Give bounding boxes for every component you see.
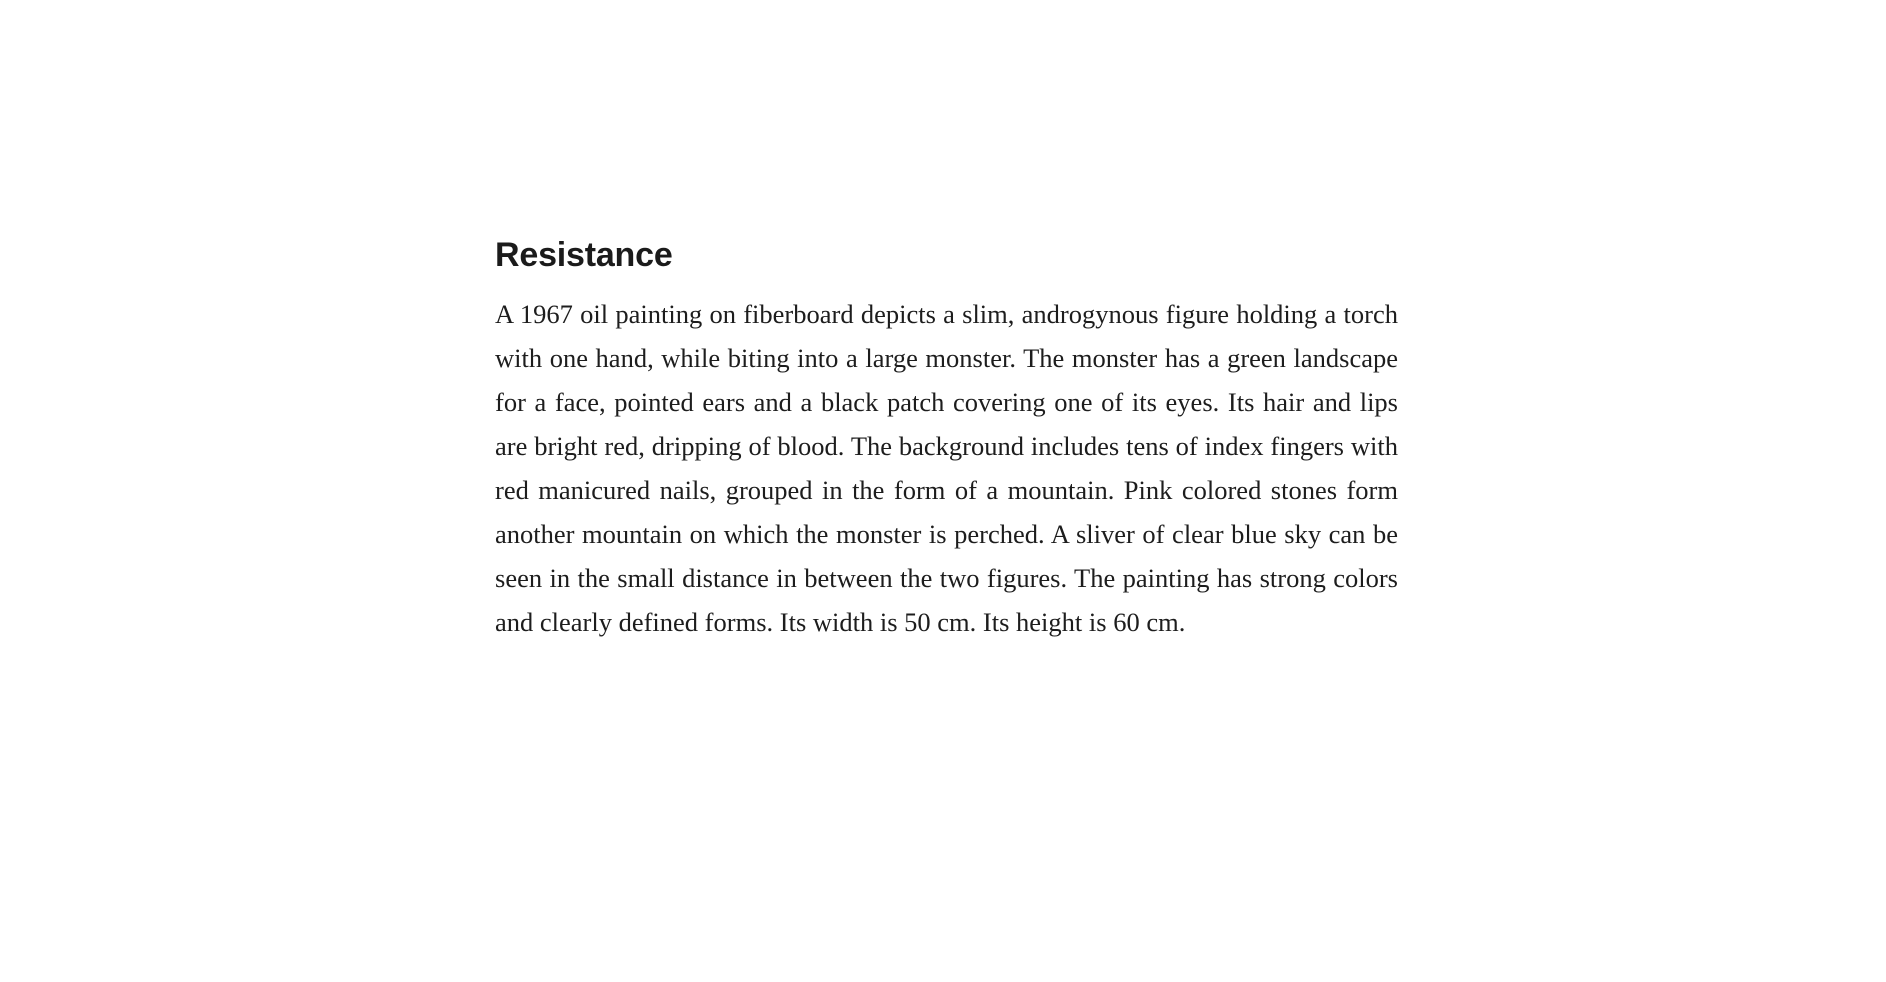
page-title: Resistance: [495, 236, 673, 274]
document-body-paragraph: A 1967 oil painting on fiberboard depicts a slim, androgynous figure holding a torch with one hand, while biting into a large monster. The monster has a green landscape for a face, pointed ears and a black patch covering one of its eyes. Its hair and lips are bright red, dripping of blood. The background includes tens of index fingers with red manicured nails, grouped in the form of a mountain. Pink colored stones form another mountain on which the monster is perched. A sliver of clear blue sky can be seen in the small distance in between the two figures. The painting has strong colors and clearly defined forms. Its width is 50 cm. Its height is 60 cm.: [495, 299, 1398, 638]
document-content: [495, 237, 1398, 644]
